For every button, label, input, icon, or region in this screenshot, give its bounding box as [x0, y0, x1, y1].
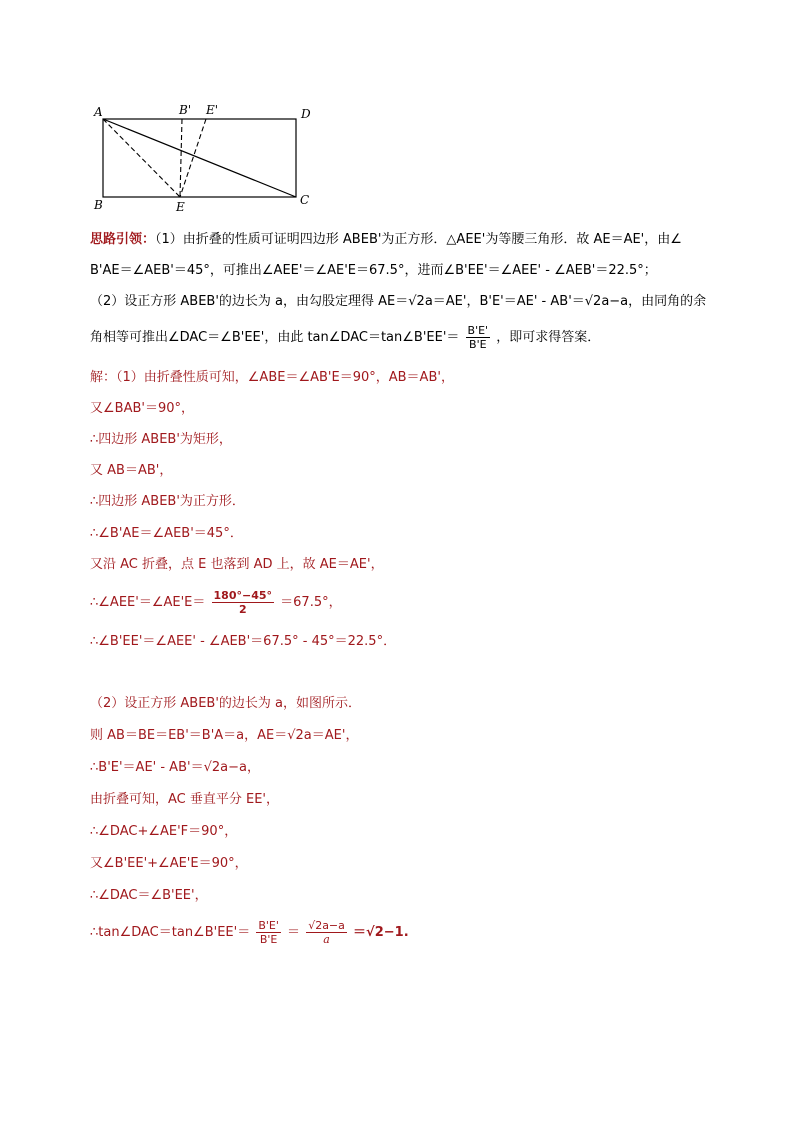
label-e: E [176, 200, 185, 214]
part2-line-8 [90, 916, 409, 950]
hint-text-4b: ，即可求得答案． [496, 330, 601, 345]
label-b: B [94, 198, 103, 212]
hint-text-1: （1）由折叠的性质可证明四边形 ABEB'为正方形．△AEE'为等腰三角形．故 AE＝AE'，由∠ [155, 232, 682, 247]
dashed-e1e [180, 119, 206, 197]
part2-line-2 [90, 726, 358, 746]
solution-text-1: 解：（1）由折叠性质可知，∠ABE＝∠AB'E＝90°，AB＝AB'， [90, 370, 454, 385]
solution-line-8 [90, 588, 342, 618]
part2-fraction-1-num: B'E' [258, 919, 279, 932]
label-d: D [301, 107, 311, 121]
diagonal-ac [103, 119, 296, 197]
hint-text-4: 角相等可推出∠DAC＝∠B'EE'，由此 tan∠DAC＝tan∠B'EE'＝ [90, 330, 460, 345]
geometry-figure [88, 98, 318, 218]
part2-fraction-1-den: B'E [259, 933, 278, 946]
part2-fraction-1 [256, 919, 281, 946]
label-e-prime: E' [206, 103, 219, 117]
part2-text-8a: ∴tan∠DAC＝tan∠B'EE'＝ [90, 925, 251, 940]
part2-text-3: ∴B'E'＝AE' - AB'＝√2a−a， [90, 760, 260, 775]
part2-line-5 [90, 822, 237, 842]
label-a: A [94, 105, 103, 119]
part2-text-4: 由折叠可知，AC 垂直平分 EE'， [90, 792, 280, 807]
dashed-b1e [180, 119, 182, 197]
hint-text-3: （2）设正方形 ABEB'的边长为 a，由勾股定理得 AE＝√2a＝AE'，B'E'＝AE' - AB'＝√2a−a，由同角的余 [90, 294, 707, 309]
part2-line-4 [90, 790, 279, 810]
part2-text-8b: ＝√2−1. [353, 925, 409, 940]
solution-line-1 [90, 368, 454, 388]
solution-line-7 [90, 555, 384, 575]
solution-line-4 [90, 461, 172, 481]
solution-line-6 [90, 524, 243, 544]
solution-text-7: 又沿 AC 折叠，点 E 也落到 AD 上，故 AE＝AE'， [90, 557, 384, 572]
solution-text-5: ∴四边形 ABEB'为正方形． [90, 494, 245, 509]
part2-text-2: 则 AB＝BE＝EB'＝B'A＝a，AE＝√2a＝AE'， [90, 728, 359, 743]
solution-text-2: 又∠BAB'＝90°， [90, 401, 195, 416]
hint-line-2 [90, 261, 657, 281]
solution-text-8b: ＝67.5°， [280, 595, 342, 610]
solution-line-9 [90, 632, 396, 652]
part2-line-1 [90, 694, 361, 714]
hint-label: 思路引领： [90, 232, 156, 247]
hint-fraction [466, 324, 491, 351]
part2-text-8mid: ＝ [287, 925, 301, 940]
solution-fraction-1-den: 2 [238, 603, 247, 616]
part2-fraction-2-den: a [323, 933, 330, 946]
solution-line-2 [90, 399, 194, 419]
label-c: C [300, 193, 310, 207]
part2-line-3 [90, 758, 260, 778]
part2-text-6: 又∠B'EE'+∠AE'E＝90°， [90, 856, 248, 871]
part2-fraction-2 [306, 919, 347, 946]
solution-text-3: ∴四边形 ABEB'为矩形， [90, 432, 232, 447]
dashed-ae [103, 119, 180, 197]
hint-text-2: B'AE＝∠AEB'＝45°，可推出∠AEE'＝∠AE'E＝67.5°，进而∠B'EE'＝∠AEE' - ∠AEB'＝22.5°； [90, 263, 657, 278]
solution-text-6: ∴∠B'AE＝∠AEB'＝45°． [90, 526, 243, 541]
part2-line-6 [90, 854, 248, 874]
solution-line-5 [90, 492, 245, 512]
solution-line-3 [90, 430, 232, 450]
solution-fraction-1-num: 180°−45° [213, 589, 273, 602]
solution-fraction-1 [212, 589, 275, 616]
part2-text-1: （2）设正方形 ABEB'的边长为 a，如图所示． [90, 696, 362, 711]
part2-text-5: ∴∠DAC+∠AE'F＝90°， [90, 824, 238, 839]
hint-line-4 [90, 324, 600, 352]
part2-fraction-2-num: √2a−a [308, 919, 345, 932]
part2-text-7: ∴∠DAC＝∠B'EE'， [90, 888, 208, 903]
solution-text-9: ∴∠B'EE'＝∠AEE' - ∠AEB'＝67.5° - 45°＝22.5°． [90, 634, 397, 649]
solution-text-8a: ∴∠AEE'＝∠AE'E＝ [90, 595, 206, 610]
label-b-prime: B' [179, 103, 192, 117]
hint-line-3 [90, 292, 706, 312]
solution-text-4: 又 AB＝AB'， [90, 463, 173, 478]
hint-fraction-den: B'E [469, 338, 487, 351]
hint-fraction-num: B'E' [467, 324, 489, 337]
hint-line-1 [90, 230, 682, 250]
part2-line-7 [90, 886, 208, 906]
